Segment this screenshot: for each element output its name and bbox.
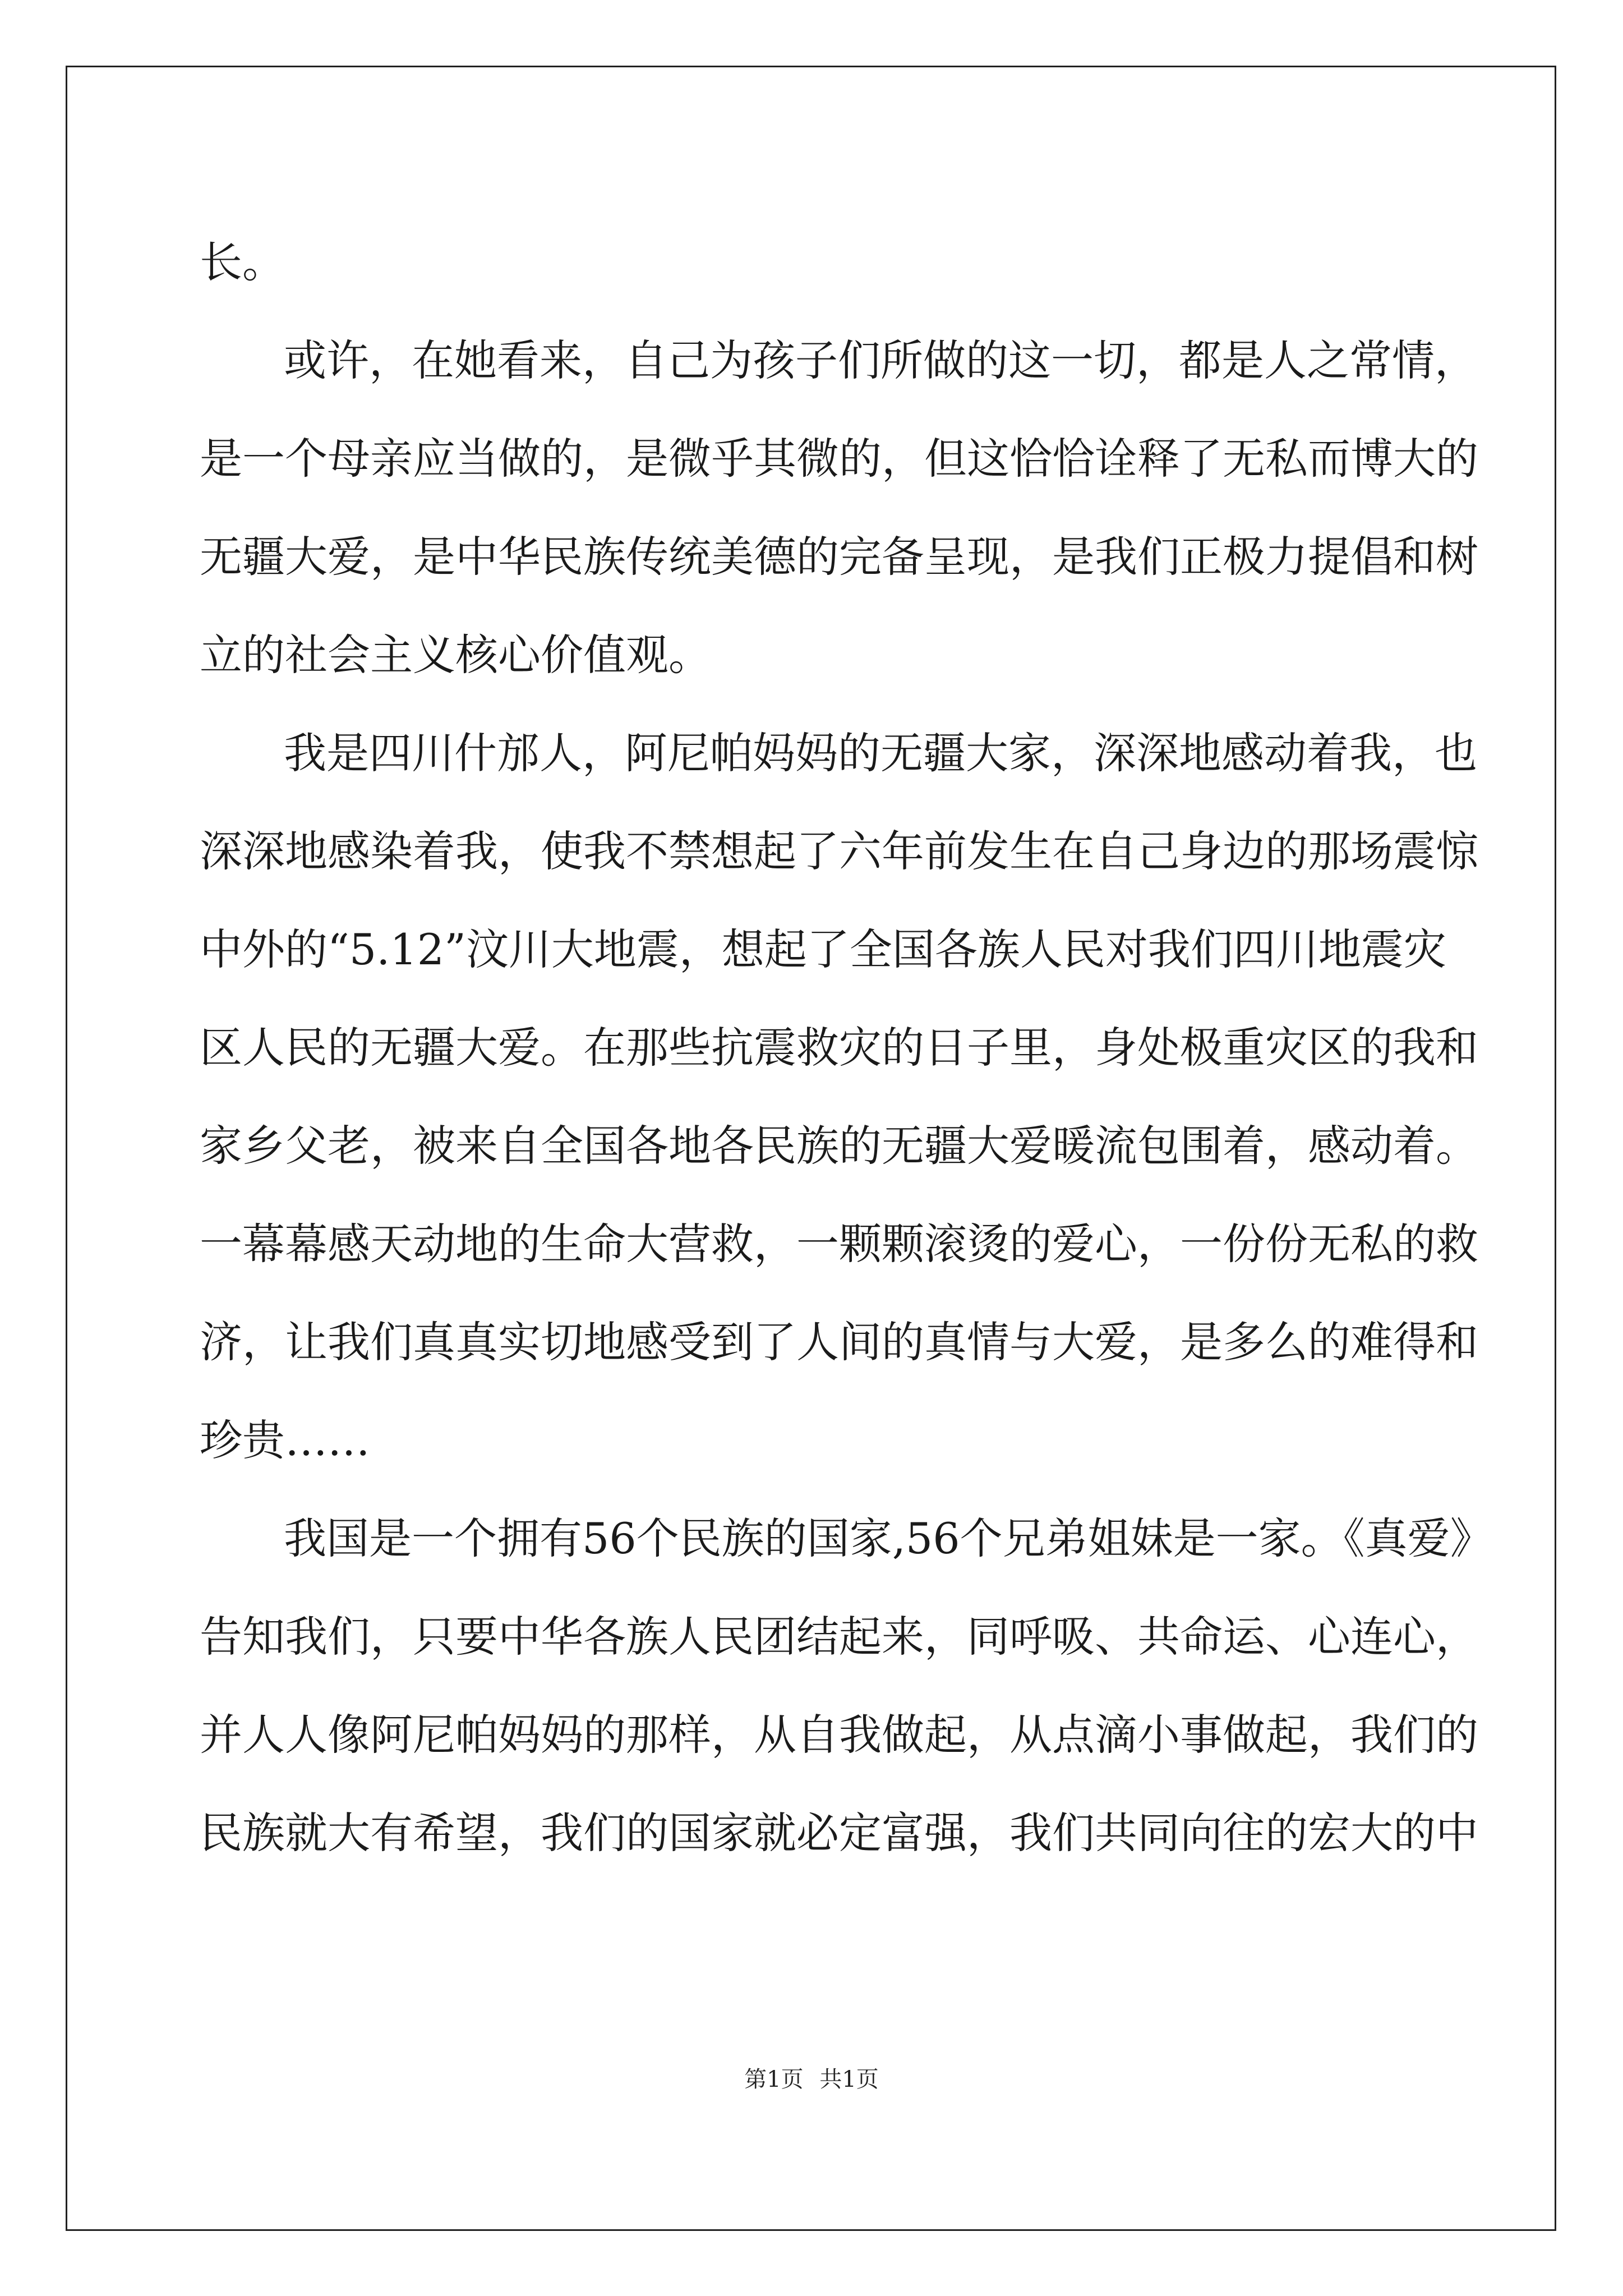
text-line: 我是四川什邡人，阿尼帕妈妈的无疆大家，深深地感动着我，也 (284, 728, 1477, 778)
text-line: 深深地感染着我，使我不禁想起了六年前发生在自己身边的那场震惊 (200, 826, 1478, 876)
page-footer (0, 2065, 1623, 2093)
text-line: 家乡父老，被来自全国各地各民族的无疆大爱暖流包围着，感动着。 (200, 1121, 1478, 1171)
text-line: 我国是一个拥有56个民族的国家,56个兄弟姐妹是一家。《真爱》 (284, 1513, 1493, 1563)
text-line: 无疆大爱，是中华民族传统美德的完备呈现，是我们正极力提倡和树 (200, 532, 1478, 582)
text-line: 区人民的无疆大爱。在那些抗震救灾的日子里，身处极重灾区的我和 (200, 1023, 1478, 1073)
page-number: 第1页 (744, 2067, 804, 2092)
text-line: 济，让我们真真实切地感受到了人间的真情与大爱，是多么的难得和 (200, 1317, 1478, 1367)
text-line: 是一个母亲应当做的，是微乎其微的，但这恰恰诠释了无私而博大的 (200, 434, 1478, 484)
text-line: 珍贵…… (200, 1415, 370, 1465)
text-line: 或许，在她看来，自己为孩子们所做的这一切，都是人之常情， (284, 335, 1477, 385)
text-line: 一幕幕感天动地的生命大营救，一颗颗滚烫的爱心，一份份无私的救 (200, 1219, 1478, 1269)
text-line: 长。 (200, 237, 285, 287)
page-total: 共1页 (819, 2067, 879, 2092)
text-line: 并人人像阿尼帕妈妈的那样，从自我做起，从点滴小事做起，我们的 (200, 1710, 1478, 1760)
text-line: 中外的“5.12”汶川大地震，想起了全国各族人民对我们四川地震灾 (200, 924, 1446, 974)
text-line: 告知我们，只要中华各族人民团结起来，同呼吸、共命运、心连心， (200, 1612, 1478, 1662)
document-body (200, 213, 1493, 1882)
text-line: 立的社会主义核心价值观。 (200, 630, 711, 680)
text-line: 民族就大有希望，我们的国家就必定富强，我们共同向往的宏大的中 (200, 1808, 1478, 1858)
